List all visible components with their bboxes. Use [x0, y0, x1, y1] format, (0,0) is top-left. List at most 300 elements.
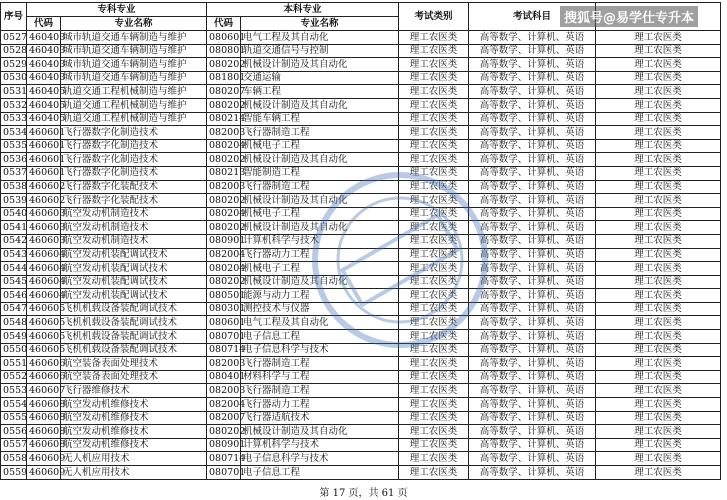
cell-category: 理工农医类: [596, 330, 721, 344]
table-row: [1, 275, 721, 289]
cell-seq: 0530: [1, 71, 27, 85]
cell-bk-code: 080202: [207, 425, 241, 439]
cell-exam-subjects: 高等数学、计算机、英语: [469, 384, 596, 398]
cell-bk-name: 电气工程及其自动化: [241, 31, 399, 45]
cell-zk-code: 460605: [27, 302, 61, 316]
table-row: [1, 180, 721, 194]
cell-seq: 0536: [1, 153, 27, 167]
cell-exam-type: 理工农医类: [399, 302, 469, 316]
cell-exam-subjects: 高等数学、计算机、英语: [469, 31, 596, 45]
cell-exam-subjects: 高等数学、计算机、英语: [469, 452, 596, 466]
table-row: [1, 221, 721, 235]
cell-zk-code: 460601: [27, 153, 61, 167]
cell-seq: 0543: [1, 248, 27, 262]
cell-category: 理工农医类: [596, 343, 721, 357]
table-row: [1, 452, 721, 466]
cell-bk-code: 080204: [207, 207, 241, 221]
cell-bk-code: 080213: [207, 166, 241, 180]
cell-exam-subjects: 高等数学、计算机、英语: [469, 330, 596, 344]
table-row: [1, 234, 721, 248]
cell-exam-type: 理工农医类: [399, 275, 469, 289]
cell-seq: 0545: [1, 275, 27, 289]
table-row: [1, 31, 721, 45]
table-row: [1, 384, 721, 398]
cell-zk-name: 城市轨道交通车辆制造与维护: [61, 71, 207, 85]
cell-zk-name: 飞机机载设备装配调试技术: [61, 343, 207, 357]
cell-exam-subjects: 高等数学、计算机、英语: [469, 370, 596, 384]
cell-seq: 0556: [1, 425, 27, 439]
cell-bk-name: 机械设计制造及其自动化: [241, 425, 399, 439]
cell-zk-code: 460604: [27, 262, 61, 276]
cell-exam-subjects: 高等数学、计算机、英语: [469, 466, 596, 480]
col-seq-header: 序号: [1, 3, 27, 31]
cell-category: 理工农医类: [596, 180, 721, 194]
cell-exam-type: 理工农医类: [399, 85, 469, 99]
cell-zk-name: 航空装备表面处理技术: [61, 357, 207, 371]
table-row: [1, 357, 721, 371]
cell-zk-code: 460403: [27, 44, 61, 58]
cell-seq: 0547: [1, 302, 27, 316]
table-body: [1, 31, 721, 480]
cell-seq: 0548: [1, 316, 27, 330]
cell-bk-name: 电气工程及其自动化: [241, 316, 399, 330]
cell-exam-type: 理工农医类: [399, 262, 469, 276]
cell-bk-name: 轨道交通信号与控制: [241, 44, 399, 58]
cell-bk-name: 机械电子工程: [241, 139, 399, 153]
cell-exam-type: 理工农医类: [399, 31, 469, 45]
cell-seq: 0551: [1, 357, 27, 371]
cell-bk-name: 机械设计制造及其自动化: [241, 153, 399, 167]
cell-zk-name: 飞行器数字化装配技术: [61, 180, 207, 194]
cell-zk-name: 无人机应用技术: [61, 452, 207, 466]
table-row: [1, 330, 721, 344]
cell-category: 理工农医类: [596, 112, 721, 126]
cell-exam-subjects: 高等数学、计算机、英语: [469, 425, 596, 439]
cell-zk-code: 460604: [27, 248, 61, 262]
cell-zk-name: 航空发动机装配调试技术: [61, 275, 207, 289]
cell-exam-subjects: 高等数学、计算机、英语: [469, 289, 596, 303]
cell-zk-name: 飞机机载设备装配调试技术: [61, 330, 207, 344]
table-row: [1, 248, 721, 262]
cell-bk-name: 飞行器适航技术: [241, 411, 399, 425]
col-exam-subjects-header: 考试科目: [469, 3, 596, 31]
cell-zk-code: 460603: [27, 221, 61, 235]
cell-bk-code: 080714: [207, 452, 241, 466]
cell-zk-code: 460608: [27, 411, 61, 425]
cell-bk-code: 082004: [207, 398, 241, 412]
cell-zk-name: 航空发动机维修技术: [61, 425, 207, 439]
cell-bk-code: 080601: [207, 316, 241, 330]
cell-zk-code: 460403: [27, 58, 61, 72]
source-watermark: 搜狐号@易学仕专升本: [560, 6, 698, 27]
cell-zk-name: 航空发动机维修技术: [61, 411, 207, 425]
cell-bk-name: 飞行器制造工程: [241, 126, 399, 140]
cell-exam-type: 理工农医类: [399, 126, 469, 140]
cell-bk-name: 飞行器制造工程: [241, 384, 399, 398]
cell-zk-name: 飞行器数字化装配技术: [61, 194, 207, 208]
cell-exam-type: 理工农医类: [399, 248, 469, 262]
cell-exam-type: 理工农医类: [399, 343, 469, 357]
cell-exam-subjects: 高等数学、计算机、英语: [469, 207, 596, 221]
table-row: [1, 289, 721, 303]
cell-category: 理工农医类: [596, 357, 721, 371]
table-row: [1, 71, 721, 85]
cell-category: 理工农医类: [596, 316, 721, 330]
table-row: [1, 466, 721, 480]
cell-category: 理工农医类: [596, 221, 721, 235]
cell-category: 理工农医类: [596, 194, 721, 208]
cell-zk-code: 460603: [27, 207, 61, 221]
cell-zk-code: 460608: [27, 438, 61, 452]
cell-zk-name: 轨道交通工程机械制造与维护: [61, 112, 207, 126]
cell-zk-name: 航空发动机制造技术: [61, 234, 207, 248]
cell-bk-name: 飞行器动力工程: [241, 248, 399, 262]
cell-zk-name: 轨道交通工程机械制造与维护: [61, 85, 207, 99]
cell-bk-name: 智能车辆工程: [241, 112, 399, 126]
cell-bk-name: 智能制造工程: [241, 166, 399, 180]
cell-bk-code: 080214: [207, 112, 241, 126]
cell-category: 理工农医类: [596, 289, 721, 303]
cell-exam-subjects: 高等数学、计算机、英语: [469, 316, 596, 330]
cell-bk-name: 计算机科学与技术: [241, 438, 399, 452]
cell-bk-name: 飞行器制造工程: [241, 357, 399, 371]
cell-seq: 0538: [1, 180, 27, 194]
cell-zk-name: 航空发动机装配调试技术: [61, 289, 207, 303]
cell-exam-subjects: 高等数学、计算机、英语: [469, 180, 596, 194]
table-row: [1, 153, 721, 167]
cell-seq: 0528: [1, 44, 27, 58]
table-row: [1, 411, 721, 425]
col-bk-name-header: 专业名称: [241, 17, 399, 31]
cell-zk-code: 460601: [27, 166, 61, 180]
cell-zk-code: 460601: [27, 126, 61, 140]
col-benke-header: 本科专业: [207, 3, 399, 17]
cell-exam-type: 理工农医类: [399, 289, 469, 303]
col-exam-type-header: 考试类别: [399, 3, 469, 31]
cell-zk-code: 460606: [27, 357, 61, 371]
cell-zk-code: 460405: [27, 85, 61, 99]
cell-exam-subjects: 高等数学、计算机、英语: [469, 302, 596, 316]
cell-exam-subjects: 高等数学、计算机、英语: [469, 398, 596, 412]
cell-exam-subjects: 高等数学、计算机、英语: [469, 58, 596, 72]
cell-category: 理工农医类: [596, 452, 721, 466]
table-row: [1, 112, 721, 126]
cell-exam-type: 理工农医类: [399, 71, 469, 85]
cell-seq: 0540: [1, 207, 27, 221]
cell-zk-name: 飞行器数字化制造技术: [61, 166, 207, 180]
cell-zk-code: 460608: [27, 398, 61, 412]
cell-seq: 0529: [1, 58, 27, 72]
cell-bk-name: 机械设计制造及其自动化: [241, 221, 399, 235]
cell-bk-code: 080801: [207, 44, 241, 58]
cell-category: 理工农医类: [596, 234, 721, 248]
cell-bk-name: 机械设计制造及其自动化: [241, 58, 399, 72]
cell-category: 理工农医类: [596, 466, 721, 480]
cell-exam-type: 理工农医类: [399, 357, 469, 371]
cell-exam-type: 理工农医类: [399, 425, 469, 439]
cell-bk-code: 080901: [207, 234, 241, 248]
cell-bk-code: 080204: [207, 262, 241, 276]
cell-seq: 0534: [1, 126, 27, 140]
table-row: [1, 139, 721, 153]
cell-category: 理工农医类: [596, 126, 721, 140]
cell-exam-subjects: 高等数学、计算机、英语: [469, 262, 596, 276]
table-row: [1, 207, 721, 221]
cell-exam-subjects: 高等数学、计算机、英语: [469, 166, 596, 180]
cell-category: 理工农医类: [596, 370, 721, 384]
cell-zk-name: 航空发动机维修技术: [61, 438, 207, 452]
cell-bk-name: 电子信息工程: [241, 466, 399, 480]
cell-exam-type: 理工农医类: [399, 316, 469, 330]
cell-zk-name: 飞行器维修技术: [61, 384, 207, 398]
cell-zk-code: 460605: [27, 316, 61, 330]
cell-seq: 0552: [1, 370, 27, 384]
cell-bk-name: 电子信息科学与技术: [241, 452, 399, 466]
cell-zk-code: 460605: [27, 343, 61, 357]
cell-exam-type: 理工农医类: [399, 139, 469, 153]
cell-zk-code: 460602: [27, 194, 61, 208]
cell-category: 理工农医类: [596, 139, 721, 153]
cell-zk-name: 无人机应用技术: [61, 466, 207, 480]
cell-bk-name: 机械设计制造及其自动化: [241, 194, 399, 208]
cell-seq: 0544: [1, 262, 27, 276]
cell-exam-type: 理工农医类: [399, 452, 469, 466]
table-row: [1, 126, 721, 140]
cell-seq: 0559: [1, 466, 27, 480]
cell-exam-subjects: 高等数学、计算机、英语: [469, 343, 596, 357]
cell-bk-code: 080204: [207, 139, 241, 153]
cell-bk-code: 082003: [207, 126, 241, 140]
cell-bk-code: 080202: [207, 221, 241, 235]
cell-exam-type: 理工农医类: [399, 330, 469, 344]
cell-exam-type: 理工农医类: [399, 58, 469, 72]
cell-exam-type: 理工农医类: [399, 234, 469, 248]
cell-category: 理工农医类: [596, 207, 721, 221]
cell-zk-code: 460602: [27, 180, 61, 194]
cell-seq: 0554: [1, 398, 27, 412]
col-zk-code-header: 代码: [27, 17, 61, 31]
cell-zk-name: 飞行器数字化制造技术: [61, 153, 207, 167]
cell-seq: 0537: [1, 166, 27, 180]
cell-zk-code: 460607: [27, 384, 61, 398]
cell-bk-name: 电子信息工程: [241, 330, 399, 344]
cell-exam-type: 理工农医类: [399, 438, 469, 452]
cell-exam-subjects: 高等数学、计算机、英语: [469, 139, 596, 153]
cell-category: 理工农医类: [596, 384, 721, 398]
cell-bk-code: 082004: [207, 248, 241, 262]
cell-seq: 0549: [1, 330, 27, 344]
cell-zk-name: 航空发动机装配调试技术: [61, 262, 207, 276]
cell-bk-code: 082007: [207, 411, 241, 425]
cell-exam-type: 理工农医类: [399, 384, 469, 398]
cell-zk-name: 飞行器数字化制造技术: [61, 139, 207, 153]
cell-zk-code: 460609: [27, 466, 61, 480]
cell-exam-type: 理工农医类: [399, 207, 469, 221]
cell-category: 理工农医类: [596, 275, 721, 289]
cell-exam-type: 理工农医类: [399, 398, 469, 412]
cell-zk-name: 飞机机载设备装配调试技术: [61, 316, 207, 330]
cell-seq: 0557: [1, 438, 27, 452]
cell-category: 理工农医类: [596, 166, 721, 180]
cell-bk-name: 机械设计制造及其自动化: [241, 275, 399, 289]
cell-bk-name: 测控技术与仪器: [241, 302, 399, 316]
table-row: [1, 370, 721, 384]
cell-zk-code: 460604: [27, 275, 61, 289]
cell-seq: 0535: [1, 139, 27, 153]
cell-seq: 0532: [1, 98, 27, 112]
cell-bk-name: 电子信息科学与技术: [241, 343, 399, 357]
cell-bk-name: 材料科学与工程: [241, 370, 399, 384]
cell-bk-code: 080501: [207, 289, 241, 303]
cell-zk-code: 460608: [27, 425, 61, 439]
cell-exam-type: 理工农医类: [399, 153, 469, 167]
cell-category: 理工农医类: [596, 85, 721, 99]
cell-bk-code: 080401: [207, 370, 241, 384]
cell-exam-type: 理工农医类: [399, 221, 469, 235]
cell-zk-name: 航空发动机维修技术: [61, 398, 207, 412]
cell-zk-code: 460403: [27, 31, 61, 45]
cell-bk-code: 080202: [207, 58, 241, 72]
cell-bk-code: 082003: [207, 357, 241, 371]
cell-exam-type: 理工农医类: [399, 180, 469, 194]
cell-zk-name: 航空发动机制造技术: [61, 221, 207, 235]
col-zk-name-header: 专业名称: [61, 17, 207, 31]
cell-zk-name: 城市轨道交通车辆制造与维护: [61, 58, 207, 72]
cell-bk-name: 飞行器动力工程: [241, 398, 399, 412]
col-zhuanke-header: 专科专业: [27, 3, 207, 17]
cell-bk-code: 081801: [207, 71, 241, 85]
cell-zk-code: 460403: [27, 71, 61, 85]
cell-seq: 0558: [1, 452, 27, 466]
cell-zk-code: 460609: [27, 452, 61, 466]
cell-category: 理工农医类: [596, 262, 721, 276]
cell-exam-subjects: 高等数学、计算机、英语: [469, 411, 596, 425]
col-bk-code-header: 代码: [207, 17, 241, 31]
cell-seq: 0555: [1, 411, 27, 425]
cell-category: 理工农医类: [596, 153, 721, 167]
cell-seq: 0553: [1, 384, 27, 398]
cell-category: 理工农医类: [596, 398, 721, 412]
cell-bk-code: 080202: [207, 275, 241, 289]
cell-exam-subjects: 高等数学、计算机、英语: [469, 248, 596, 262]
cell-category: 理工农医类: [596, 438, 721, 452]
table-row: [1, 194, 721, 208]
cell-zk-code: 460604: [27, 289, 61, 303]
cell-exam-subjects: 高等数学、计算机、英语: [469, 194, 596, 208]
cell-zk-name: 飞行器数字化制造技术: [61, 126, 207, 140]
cell-exam-type: 理工农医类: [399, 370, 469, 384]
table-row: [1, 44, 721, 58]
cell-category: 理工农医类: [596, 302, 721, 316]
cell-seq: 0531: [1, 85, 27, 99]
cell-exam-type: 理工农医类: [399, 411, 469, 425]
cell-seq: 0550: [1, 343, 27, 357]
cell-category: 理工农医类: [596, 98, 721, 112]
cell-bk-code: 080701: [207, 330, 241, 344]
table-row: [1, 316, 721, 330]
cell-category: 理工农医类: [596, 411, 721, 425]
cell-zk-code: 460601: [27, 139, 61, 153]
cell-category: 理工农医类: [596, 71, 721, 85]
page-footer: 第 17 页，共 61 页: [319, 488, 408, 499]
cell-zk-name: 航空发动机装配调试技术: [61, 248, 207, 262]
cell-exam-type: 理工农医类: [399, 166, 469, 180]
cell-bk-code: 080202: [207, 194, 241, 208]
cell-category: 理工农医类: [596, 31, 721, 45]
cell-exam-type: 理工农医类: [399, 112, 469, 126]
cell-exam-subjects: 高等数学、计算机、英语: [469, 126, 596, 140]
cell-seq: 0533: [1, 112, 27, 126]
cell-bk-name: 机械设计制造及其自动化: [241, 98, 399, 112]
cell-bk-code: 082003: [207, 384, 241, 398]
cell-bk-name: 机械电子工程: [241, 262, 399, 276]
cell-exam-type: 理工农医类: [399, 466, 469, 480]
cell-exam-subjects: 高等数学、计算机、英语: [469, 221, 596, 235]
table-row: [1, 58, 721, 72]
cell-zk-name: 城市轨道交通车辆制造与维护: [61, 31, 207, 45]
cell-bk-code: 080301: [207, 302, 241, 316]
cell-bk-code: 080207: [207, 85, 241, 99]
cell-zk-code: 460405: [27, 98, 61, 112]
table-row: [1, 343, 721, 357]
cell-bk-name: 交通运输: [241, 71, 399, 85]
table-row: [1, 262, 721, 276]
cell-bk-code: 080202: [207, 153, 241, 167]
cell-bk-code: 080714: [207, 343, 241, 357]
cell-exam-subjects: 高等数学、计算机、英语: [469, 153, 596, 167]
table-row: [1, 98, 721, 112]
table-row: [1, 398, 721, 412]
cell-category: 理工农医类: [596, 248, 721, 262]
cell-bk-code: 080701: [207, 466, 241, 480]
cell-exam-subjects: 高等数学、计算机、英语: [469, 438, 596, 452]
cell-category: 理工农医类: [596, 425, 721, 439]
cell-exam-type: 理工农医类: [399, 98, 469, 112]
cell-exam-subjects: 高等数学、计算机、英语: [469, 44, 596, 58]
cell-zk-name: 航空发动机制造技术: [61, 207, 207, 221]
cell-bk-code: 080601: [207, 31, 241, 45]
cell-zk-name: 飞机机载设备装配调试技术: [61, 302, 207, 316]
table-row: [1, 425, 721, 439]
cell-exam-subjects: 高等数学、计算机、英语: [469, 98, 596, 112]
cell-bk-code: 080901: [207, 438, 241, 452]
cell-exam-subjects: 高等数学、计算机、英语: [469, 112, 596, 126]
major-mapping-table: [0, 2, 721, 480]
cell-zk-code: 460606: [27, 370, 61, 384]
cell-exam-subjects: 高等数学、计算机、英语: [469, 275, 596, 289]
cell-bk-name: 能源与动力工程: [241, 289, 399, 303]
cell-seq: 0539: [1, 194, 27, 208]
cell-seq: 0527: [1, 31, 27, 45]
cell-bk-name: 车辆工程: [241, 85, 399, 99]
cell-seq: 0542: [1, 234, 27, 248]
cell-zk-name: 城市轨道交通车辆制造与维护: [61, 44, 207, 58]
cell-zk-code: 460605: [27, 330, 61, 344]
cell-category: 理工农医类: [596, 44, 721, 58]
table-row: [1, 438, 721, 452]
table-row: [1, 166, 721, 180]
cell-seq: 0541: [1, 221, 27, 235]
cell-zk-code: 460405: [27, 112, 61, 126]
cell-category: 理工农医类: [596, 58, 721, 72]
cell-zk-code: 460603: [27, 234, 61, 248]
cell-bk-name: 计算机科学与技术: [241, 234, 399, 248]
cell-zk-name: 轨道交通工程机械制造与维护: [61, 98, 207, 112]
cell-exam-subjects: 高等数学、计算机、英语: [469, 234, 596, 248]
table-row: [1, 302, 721, 316]
cell-seq: 0546: [1, 289, 27, 303]
cell-zk-name: 航空装备表面处理技术: [61, 370, 207, 384]
